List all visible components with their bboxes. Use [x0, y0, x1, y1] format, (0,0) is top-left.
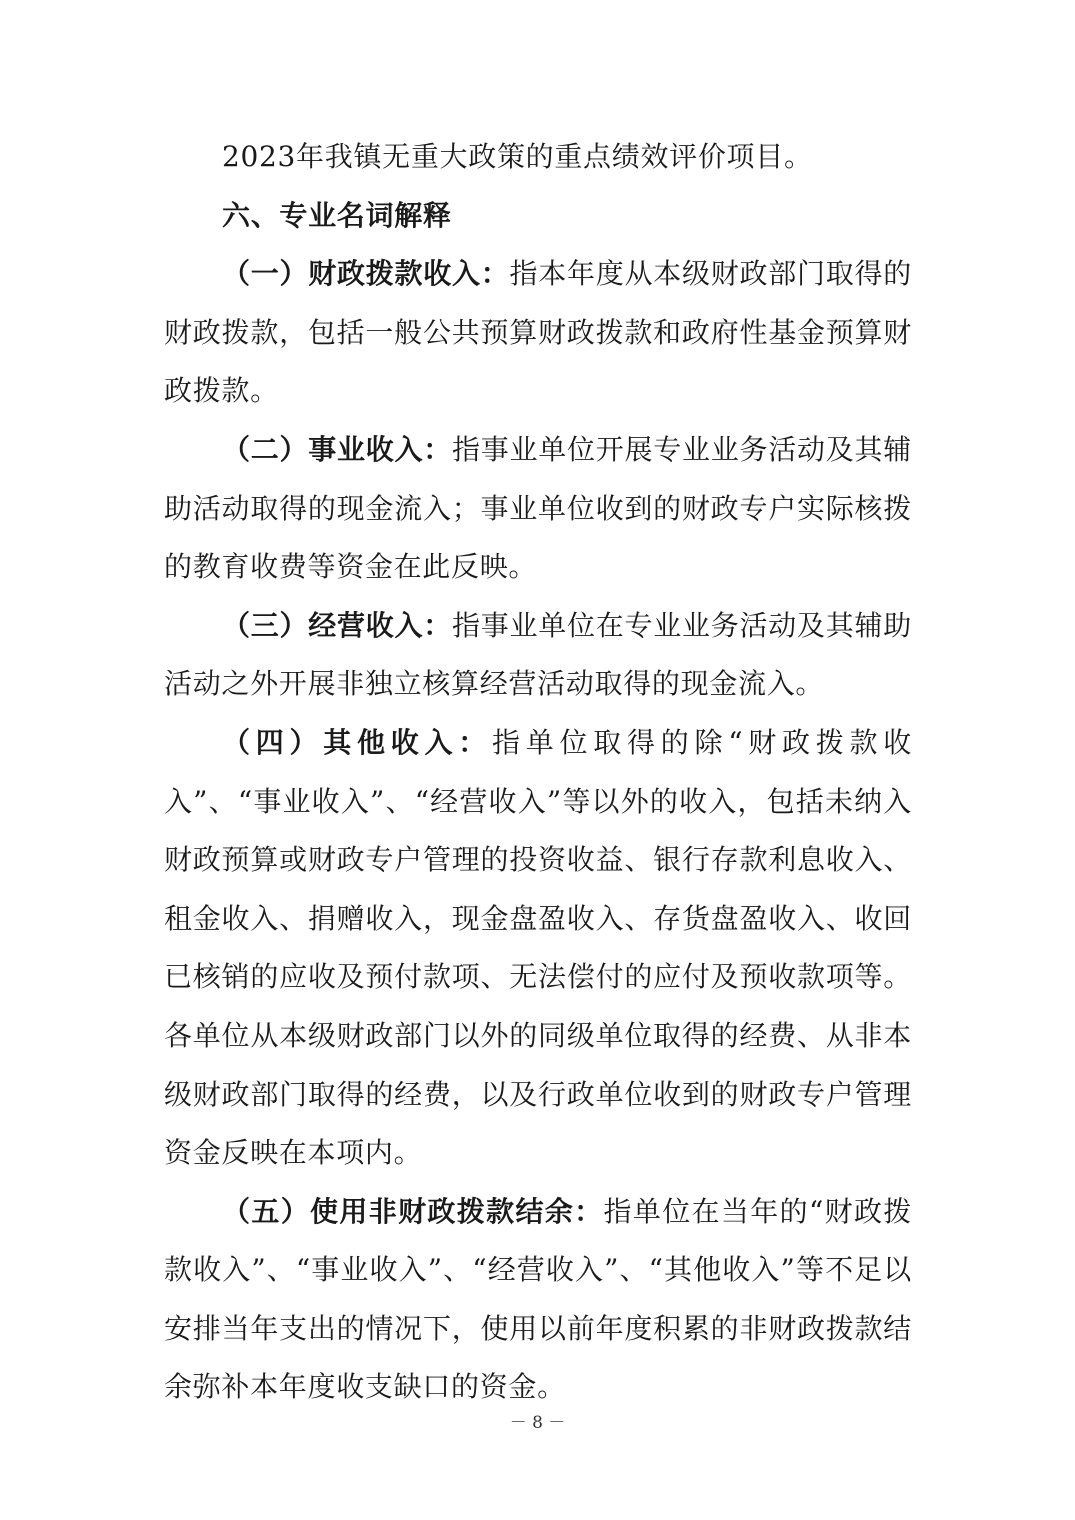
intro-paragraph: 2023年我镇无重大政策的重点绩效评价项目。 [222, 140, 813, 173]
page-number: － 8 － [509, 1413, 566, 1433]
definition-term-5: （五）使用非财政拨款结余： [222, 1194, 604, 1228]
definition-body-5: 指单位在当年的“财政拨款收入”、“事业收入”、“经营收入”、“其他收入”等不足以安排当年支出的情况下，使用以前年度积累的非财政拨款结余弥补本年度收支缺口的资金。 [164, 1194, 912, 1404]
definition-paragraph-1 [164, 245, 912, 421]
definition-term-2: （二）事业收入： [222, 432, 453, 466]
definition-term-1: （一）财政拨款收入： [222, 257, 510, 291]
definition-term-3: （三）经营收入： [222, 608, 453, 642]
definition-paragraph-3 [164, 597, 912, 714]
section-heading: 六、专业名词解释 [222, 198, 452, 232]
document-body [164, 128, 912, 1417]
definition-body-2: 指事业单位开展专业业务活动及其辅助活动取得的现金流入；事业单位收到的财政专户实际核拨的教育收费等资金在此反映。 [164, 432, 912, 584]
definition-term-4: （四）其他收入： [222, 725, 492, 759]
definition-body-4: 指单位取得的除“财政拨款收入”、“事业收入”、“经营收入”等以外的收入，包括未纳入财政预算或财政专户管理的投资收益、银行存款利息收入、租金收入、捐赠收入，现金盘盈收入、存货盘盈收入、收回已核销的应收及预付款项、无法偿付的应付及预收款项等。各单位从本级财政部门以外的同级单位取得的经费、从非本级财政部门取得的经费，以及行政单位收到的财政专户管理资金反映在本项内。 [164, 725, 912, 1170]
definition-paragraph-2 [164, 421, 912, 597]
definition-paragraph-4 [164, 714, 912, 1183]
definition-body-3: 指事业单位在专业业务活动及其辅助活动之外开展非独立核算经营活动取得的现金流入。 [164, 608, 912, 701]
definition-paragraph-5 [164, 1183, 912, 1417]
definition-body-1: 指本年度从本级财政部门取得的财政拨款，包括一般公共预算财政拨款和政府性基金预算财政拨款。 [164, 257, 912, 408]
